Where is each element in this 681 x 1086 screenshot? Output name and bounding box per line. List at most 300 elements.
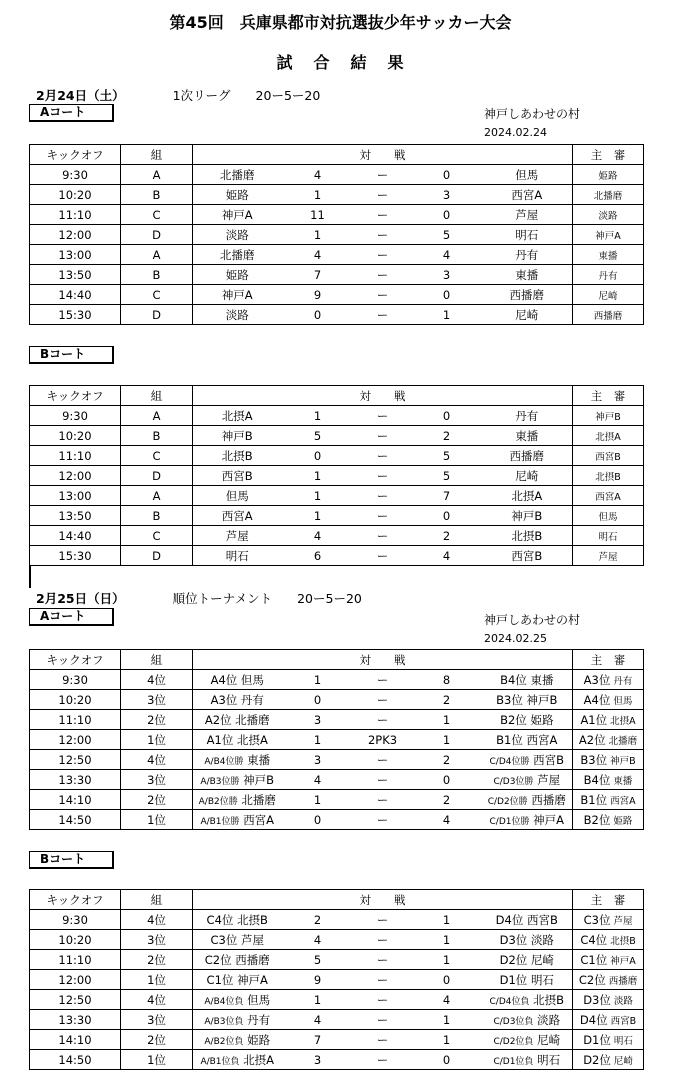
- team1-cell: [193, 790, 282, 810]
- score-separator: ー: [354, 265, 412, 285]
- team-name: 芦屋: [537, 772, 561, 787]
- team2-cell: 東播: [482, 265, 573, 285]
- team2-cell: 西播磨: [482, 446, 573, 466]
- score1: 1: [282, 406, 354, 426]
- team1-cell: [193, 910, 282, 930]
- score1: 5: [282, 426, 354, 446]
- team-name: 北摂A: [610, 715, 636, 727]
- team-name: 北播磨: [235, 712, 270, 727]
- table-row: [30, 1050, 644, 1070]
- score1: 0: [282, 690, 354, 710]
- score2: 0: [412, 770, 482, 790]
- score2: 1: [412, 305, 482, 325]
- rank-prefix: B4位: [583, 772, 611, 787]
- group-cell: 1位: [121, 730, 193, 750]
- referee-cell: [573, 770, 644, 790]
- table-header-row: [30, 386, 644, 406]
- referee-cell: [573, 1030, 644, 1050]
- score-separator: ー: [354, 950, 412, 970]
- group-cell: 1位: [121, 810, 193, 830]
- table-row: [30, 930, 644, 950]
- team1-cell: [193, 1010, 282, 1030]
- group-cell: 3位: [121, 1010, 193, 1030]
- team1-cell: 北播磨: [193, 165, 282, 185]
- referee-cell: 淡路: [573, 205, 644, 225]
- day2-dateline: [36, 589, 362, 607]
- table-row: [30, 265, 644, 285]
- header-match: 対 戦: [193, 145, 573, 165]
- group-cell: 2位: [121, 710, 193, 730]
- score1: 1: [282, 730, 354, 750]
- rank-prefix: A/B3位負: [204, 1016, 244, 1027]
- referee-cell: [573, 930, 644, 950]
- score2: 5: [412, 225, 482, 245]
- team-name: 北摂B: [533, 992, 565, 1007]
- score-separator: ー: [354, 710, 412, 730]
- group-cell: A: [121, 245, 193, 265]
- score-separator: ー: [354, 910, 412, 930]
- team-name: 淡路: [613, 995, 633, 1007]
- rank-prefix: A4位: [583, 692, 611, 707]
- table-row: [30, 466, 644, 486]
- group-cell: A: [121, 406, 193, 426]
- referee-cell: [573, 690, 644, 710]
- team-name: 丹有: [613, 675, 633, 687]
- team2-cell: [482, 930, 573, 950]
- group-cell: 3位: [121, 690, 193, 710]
- table-row: [30, 406, 644, 426]
- rank-prefix: B1位: [580, 792, 608, 807]
- team1-cell: 淡路: [193, 305, 282, 325]
- day2-date: 2月25日（日）: [36, 591, 125, 606]
- group-cell: B: [121, 265, 193, 285]
- referee-cell: [573, 990, 644, 1010]
- subtitle-char: 試: [276, 53, 294, 72]
- subtitle-char: 合: [313, 53, 331, 72]
- score2: 2: [412, 526, 482, 546]
- header-referee: 主 審: [573, 890, 644, 910]
- rank-prefix: C/D4位負: [489, 996, 530, 1007]
- score-separator: ー: [354, 810, 412, 830]
- team2-cell: [482, 690, 573, 710]
- referee-cell: [573, 710, 644, 730]
- kickoff-time: 14:10: [30, 790, 121, 810]
- score-separator: ー: [354, 285, 412, 305]
- score1: 4: [282, 930, 354, 950]
- team-name: 尼崎: [530, 952, 554, 967]
- score-separator: ー: [354, 406, 412, 426]
- team2-cell: [482, 1010, 573, 1030]
- score-separator: ー: [354, 690, 412, 710]
- score2: 5: [412, 466, 482, 486]
- rank-prefix: B2位: [583, 812, 611, 827]
- score2: 5: [412, 446, 482, 466]
- score-separator: ー: [354, 546, 412, 566]
- referee-cell: [573, 790, 644, 810]
- rank-prefix: D1位: [583, 1032, 611, 1047]
- referee-cell: 但馬: [573, 506, 644, 526]
- rank-prefix: B2位: [500, 712, 527, 727]
- kickoff-time: 13:00: [30, 486, 121, 506]
- team1-cell: [193, 670, 282, 690]
- referee-cell: 東播: [573, 245, 644, 265]
- day1-date: 2月24日（土）: [36, 88, 125, 103]
- team2-cell: 北摂B: [482, 526, 573, 546]
- score-separator: ー: [354, 205, 412, 225]
- kickoff-time: 11:10: [30, 446, 121, 466]
- team-name: 神戸B: [243, 772, 275, 787]
- table-row: [30, 770, 644, 790]
- group-cell: C: [121, 526, 193, 546]
- team2-cell: 東播: [482, 426, 573, 446]
- team1-cell: [193, 950, 282, 970]
- team1-cell: [193, 970, 282, 990]
- referee-cell: [573, 730, 644, 750]
- day1-venue: 神戸しあわせの村: [484, 107, 581, 121]
- team-name: 西宮B: [533, 752, 565, 767]
- team2-cell: 西宮B: [482, 546, 573, 566]
- team2-cell: 尼崎: [482, 305, 573, 325]
- team1-cell: [193, 730, 282, 750]
- table-row: [30, 970, 644, 990]
- team1-cell: [193, 990, 282, 1010]
- score1: 4: [282, 1010, 354, 1030]
- table-row: [30, 546, 644, 566]
- referee-cell: 北摂B: [573, 466, 644, 486]
- rank-prefix: C3位: [583, 912, 611, 927]
- group-cell: 4位: [121, 990, 193, 1010]
- rank-prefix: A/B1位負: [200, 1056, 240, 1067]
- rank-prefix: D3位: [583, 992, 611, 1007]
- score-separator: ー: [354, 750, 412, 770]
- rank-prefix: C1位: [580, 952, 608, 967]
- team-name: 西宮A: [526, 732, 558, 747]
- table-row: [30, 910, 644, 930]
- team1-cell: 神戸A: [193, 285, 282, 305]
- score1: 1: [282, 185, 354, 205]
- team1-cell: 神戸A: [193, 205, 282, 225]
- group-cell: 1位: [121, 970, 193, 990]
- day2-court-b-table: [29, 889, 644, 1070]
- score2: 1: [412, 710, 482, 730]
- header-match: 対 戦: [193, 650, 573, 670]
- team2-cell: 西宮A: [482, 185, 573, 205]
- team-name: 北摂B: [610, 935, 636, 947]
- score2: 2: [412, 426, 482, 446]
- team-name: 神戸B: [610, 755, 636, 767]
- team-name: 西播磨: [235, 952, 270, 967]
- rank-prefix: A/B1位勝: [200, 816, 240, 827]
- team-name: 北摂B: [237, 912, 268, 927]
- team1-cell: [193, 770, 282, 790]
- header-group: 組: [121, 386, 193, 406]
- score1: 3: [282, 710, 354, 730]
- kickoff-time: 11:10: [30, 710, 121, 730]
- team-name: 神戸A: [533, 812, 565, 827]
- rank-prefix: A/B2位負: [204, 1036, 244, 1047]
- subtitle-char: 結: [350, 53, 368, 72]
- team-name: 西宮A: [243, 812, 275, 827]
- score2: 0: [412, 285, 482, 305]
- kickoff-time: 10:20: [30, 930, 121, 950]
- header-referee: 主 審: [573, 145, 644, 165]
- rank-prefix: D2位: [499, 952, 528, 967]
- score2: 3: [412, 185, 482, 205]
- score-separator: 2PK3: [354, 730, 412, 750]
- rank-prefix: A1位: [580, 712, 608, 727]
- team-name: 但馬: [247, 992, 271, 1007]
- kickoff-time: 9:30: [30, 910, 121, 930]
- rank-prefix: B3位: [580, 752, 608, 767]
- table-row: [30, 990, 644, 1010]
- team1-cell: [193, 750, 282, 770]
- team-name: 明石: [537, 1052, 561, 1067]
- team2-cell: [482, 670, 573, 690]
- score1: 1: [282, 790, 354, 810]
- table-header-row: [30, 650, 644, 670]
- score1: 5: [282, 950, 354, 970]
- score-separator: ー: [354, 1030, 412, 1050]
- table-row: [30, 165, 644, 185]
- rank-prefix: A2位: [204, 712, 232, 727]
- kickoff-time: 12:50: [30, 990, 121, 1010]
- score2: 0: [412, 406, 482, 426]
- score-separator: ー: [354, 990, 412, 1010]
- group-cell: A: [121, 165, 193, 185]
- rank-prefix: C/D2位負: [493, 1036, 534, 1047]
- score-separator: ー: [354, 1050, 412, 1070]
- referee-cell: 西宮A: [573, 486, 644, 506]
- team1-cell: 北摂A: [193, 406, 282, 426]
- day1-league: 1次リーグ 20ー5ー20: [172, 88, 321, 103]
- referee-cell: 丹有: [573, 265, 644, 285]
- table-row: [30, 305, 644, 325]
- team1-cell: 姫路: [193, 185, 282, 205]
- kickoff-time: 13:50: [30, 265, 121, 285]
- table-row: [30, 1010, 644, 1030]
- score2: 4: [412, 245, 482, 265]
- score2: 2: [412, 790, 482, 810]
- rank-prefix: A3位: [210, 692, 238, 707]
- score1: 4: [282, 165, 354, 185]
- group-cell: B: [121, 185, 193, 205]
- kickoff-time: 12:50: [30, 750, 121, 770]
- table-row: [30, 285, 644, 305]
- score-separator: ー: [354, 305, 412, 325]
- team2-cell: 明石: [482, 225, 573, 245]
- score1: 1: [282, 990, 354, 1010]
- team2-cell: [482, 710, 573, 730]
- team1-cell: 姫路: [193, 265, 282, 285]
- score1: 7: [282, 1030, 354, 1050]
- group-cell: 2位: [121, 950, 193, 970]
- referee-cell: 神戸A: [573, 225, 644, 245]
- score1: 6: [282, 546, 354, 566]
- day2-court-b-label: Bコート: [29, 851, 114, 869]
- team1-cell: [193, 930, 282, 950]
- team-name: 東播: [247, 752, 271, 767]
- team1-cell: 北摂B: [193, 446, 282, 466]
- group-cell: B: [121, 506, 193, 526]
- rank-prefix: C/D3位勝: [493, 776, 534, 787]
- score-separator: ー: [354, 185, 412, 205]
- team-name: 丹有: [240, 692, 264, 707]
- score-separator: ー: [354, 1010, 412, 1030]
- kickoff-time: 12:00: [30, 730, 121, 750]
- team2-cell: 神戸B: [482, 506, 573, 526]
- score1: 3: [282, 750, 354, 770]
- team-name: 淡路: [537, 1012, 561, 1027]
- rank-prefix: A/B2位勝: [198, 796, 238, 807]
- team2-cell: 丹有: [482, 245, 573, 265]
- header-kickoff: キックオフ: [30, 890, 121, 910]
- referee-cell: [573, 810, 644, 830]
- table-row: [30, 670, 644, 690]
- table-row: [30, 205, 644, 225]
- score2: 0: [412, 165, 482, 185]
- team1-cell: [193, 1030, 282, 1050]
- team-name: 但馬: [613, 695, 633, 707]
- kickoff-time: 12:00: [30, 970, 121, 990]
- score1: 1: [282, 225, 354, 245]
- referee-cell: [573, 970, 644, 990]
- score2: 4: [412, 990, 482, 1010]
- kickoff-time: 13:00: [30, 245, 121, 265]
- day1-court-b-table: [29, 385, 644, 566]
- rank-prefix: A/B4位勝: [204, 756, 244, 767]
- table-header-row: [30, 890, 644, 910]
- rank-prefix: B4位: [500, 672, 527, 687]
- score-separator: ー: [354, 670, 412, 690]
- table-row: [30, 225, 644, 245]
- score2: 3: [412, 265, 482, 285]
- team2-cell: 芦屋: [482, 205, 573, 225]
- score2: 0: [412, 205, 482, 225]
- score2: 4: [412, 546, 482, 566]
- score-separator: ー: [354, 930, 412, 950]
- score-separator: ー: [354, 486, 412, 506]
- page-title: 第45回 兵庫県都市対抗選抜少年サッカー大会: [169, 13, 512, 32]
- header-group: 組: [121, 145, 193, 165]
- team2-cell: 但馬: [482, 165, 573, 185]
- day2-court-a-table: [29, 649, 644, 830]
- score2: 4: [412, 810, 482, 830]
- kickoff-time: 14:40: [30, 526, 121, 546]
- team-name: 西播磨: [531, 792, 566, 807]
- rank-prefix: C4位: [580, 932, 608, 947]
- kickoff-time: 15:30: [30, 305, 121, 325]
- table-row: [30, 446, 644, 466]
- header-kickoff: キックオフ: [30, 650, 121, 670]
- team-name: 神戸A: [237, 972, 268, 987]
- group-cell: 1位: [121, 1050, 193, 1070]
- score-separator: ー: [354, 165, 412, 185]
- score1: 1: [282, 506, 354, 526]
- rank-prefix: C3位: [210, 932, 238, 947]
- team1-cell: [193, 810, 282, 830]
- team2-cell: [482, 950, 573, 970]
- header-referee: 主 審: [573, 650, 644, 670]
- rank-prefix: A3位: [583, 672, 611, 687]
- kickoff-time: 11:10: [30, 205, 121, 225]
- rank-prefix: A/B4位負: [204, 996, 244, 1007]
- team1-cell: [193, 1050, 282, 1070]
- score2: 1: [412, 930, 482, 950]
- score1: 1: [282, 670, 354, 690]
- team1-cell: [193, 690, 282, 710]
- rank-prefix: C/D2位勝: [487, 796, 528, 807]
- score2: 0: [412, 506, 482, 526]
- group-cell: A: [121, 486, 193, 506]
- group-cell: D: [121, 225, 193, 245]
- day1-court-a-table: [29, 144, 644, 325]
- team1-cell: 明石: [193, 546, 282, 566]
- referee-cell: 芦屋: [573, 546, 644, 566]
- team-name: 丹有: [247, 1012, 271, 1027]
- score-separator: ー: [354, 466, 412, 486]
- group-cell: D: [121, 546, 193, 566]
- team-name: 北播磨: [241, 792, 276, 807]
- team-name: 尼崎: [613, 1055, 633, 1067]
- kickoff-time: 13:30: [30, 770, 121, 790]
- referee-cell: 神戸B: [573, 406, 644, 426]
- team1-cell: 北播磨: [193, 245, 282, 265]
- score-separator: ー: [354, 245, 412, 265]
- rank-prefix: D4位: [495, 912, 524, 927]
- rank-prefix: D1位: [499, 972, 528, 987]
- score1: 3: [282, 1050, 354, 1070]
- kickoff-time: 14:50: [30, 1050, 121, 1070]
- rank-prefix: C/D1位負: [493, 1056, 534, 1067]
- referee-cell: 姫路: [573, 165, 644, 185]
- score-separator: ー: [354, 225, 412, 245]
- team-name: 西宮B: [526, 912, 558, 927]
- rank-prefix: C/D1位勝: [489, 816, 530, 827]
- rank-prefix: C1位: [206, 972, 234, 987]
- team-name: 西宮B: [610, 1015, 637, 1027]
- team-name: 芦屋: [613, 915, 633, 927]
- score1: 1: [282, 486, 354, 506]
- referee-cell: 北播磨: [573, 185, 644, 205]
- score1: 0: [282, 305, 354, 325]
- team-name: 淡路: [530, 932, 554, 947]
- group-cell: C: [121, 205, 193, 225]
- score-separator: ー: [354, 426, 412, 446]
- score2: 1: [412, 950, 482, 970]
- kickoff-time: 10:20: [30, 426, 121, 446]
- score-separator: ー: [354, 506, 412, 526]
- referee-cell: 北摂A: [573, 426, 644, 446]
- referee-cell: [573, 750, 644, 770]
- team-name: 明石: [613, 1035, 633, 1047]
- score2: 0: [412, 1050, 482, 1070]
- group-cell: C: [121, 446, 193, 466]
- kickoff-time: 14:40: [30, 285, 121, 305]
- rank-prefix: B1位: [496, 732, 523, 747]
- day2-venue: 神戸しあわせの村: [484, 613, 581, 627]
- table-row: [30, 750, 644, 770]
- header-kickoff: キックオフ: [30, 386, 121, 406]
- kickoff-time: 15:30: [30, 546, 121, 566]
- header-match: 対 戦: [193, 386, 573, 406]
- team2-cell: [482, 1030, 573, 1050]
- referee-cell: [573, 1050, 644, 1070]
- team2-cell: [482, 990, 573, 1010]
- table-row: [30, 710, 644, 730]
- group-cell: 4位: [121, 910, 193, 930]
- score2: 7: [412, 486, 482, 506]
- group-cell: D: [121, 305, 193, 325]
